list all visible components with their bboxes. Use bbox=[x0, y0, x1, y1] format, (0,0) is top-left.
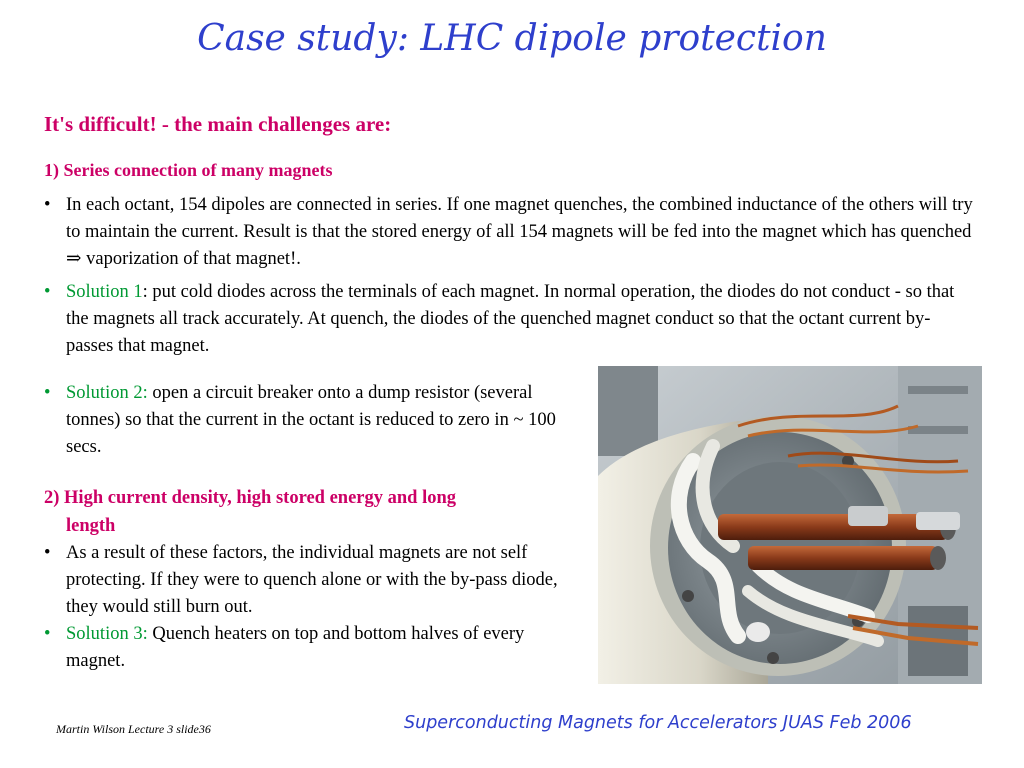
section2-title bbox=[44, 484, 584, 540]
solution2-text: open a circuit breaker onto a dump resistor (several tonnes) so that the current in the octant is reduced to zero in ~ 100 secs. bbox=[66, 383, 556, 457]
bullet-self-protecting bbox=[44, 540, 584, 621]
section2-title-line1: 2) High current density, high stored energy and long bbox=[44, 488, 457, 508]
footer-course-title: Superconducting Magnets for Accelerators JUAS Feb 2006 bbox=[404, 713, 912, 733]
solution3-text: Quench heaters on top and bottom halves of every magnet. bbox=[66, 624, 525, 671]
bullet-series-connection bbox=[44, 192, 974, 273]
solution3-label: Solution 3: bbox=[66, 624, 148, 644]
section1-bullets bbox=[44, 192, 974, 366]
section2-title-line2: length bbox=[66, 516, 116, 536]
section2-bullets bbox=[44, 540, 584, 675]
bullet-solution-2 bbox=[44, 380, 584, 461]
bullet-solution-3 bbox=[44, 621, 584, 675]
section1-title: 1) Series connection of many magnets bbox=[44, 160, 333, 180]
dipole-magnet-illustration bbox=[598, 366, 982, 684]
bullet-dot: • bbox=[44, 543, 51, 563]
slide-title: Case study: LHC dipole protection bbox=[197, 18, 827, 59]
bullet-dot: • bbox=[44, 624, 51, 644]
solution2-label: Solution 2: bbox=[66, 383, 148, 403]
solution1-text: : put cold diodes across the terminals of each magnet. In normal operation, the diodes do not conduct - so that the magnets all track accurately. At quench, the diodes of the quenched magnet conduct so that the octant current by-passes that magnet. bbox=[66, 282, 955, 356]
bullet-text: In each octant, 154 dipoles are connected in series. If one magnet quenches, the combined inductance of the others will try to maintain the current. Result is that the stored energy of all 154 magnets will be fed into the magnet which has quenched ⇒ vaporization of that magnet!. bbox=[66, 195, 973, 269]
solution1-label: Solution 1 bbox=[66, 282, 143, 302]
bullet-dot: • bbox=[44, 282, 51, 302]
bullet-dot: • bbox=[44, 383, 51, 403]
bullet-text: As a result of these factors, the individual magnets are not self protecting. If they were to quench alone or with the by-pass diode, they would still burn out. bbox=[66, 543, 558, 617]
footer-author: Martin Wilson Lecture 3 slide36 bbox=[56, 722, 211, 736]
bullet-dot: • bbox=[44, 195, 51, 215]
challenges-heading: It's difficult! - the main challenges are: bbox=[44, 112, 392, 136]
dipole-magnet-photo bbox=[598, 366, 982, 684]
solution2-bullets bbox=[44, 380, 584, 467]
bullet-solution-1 bbox=[44, 279, 974, 360]
